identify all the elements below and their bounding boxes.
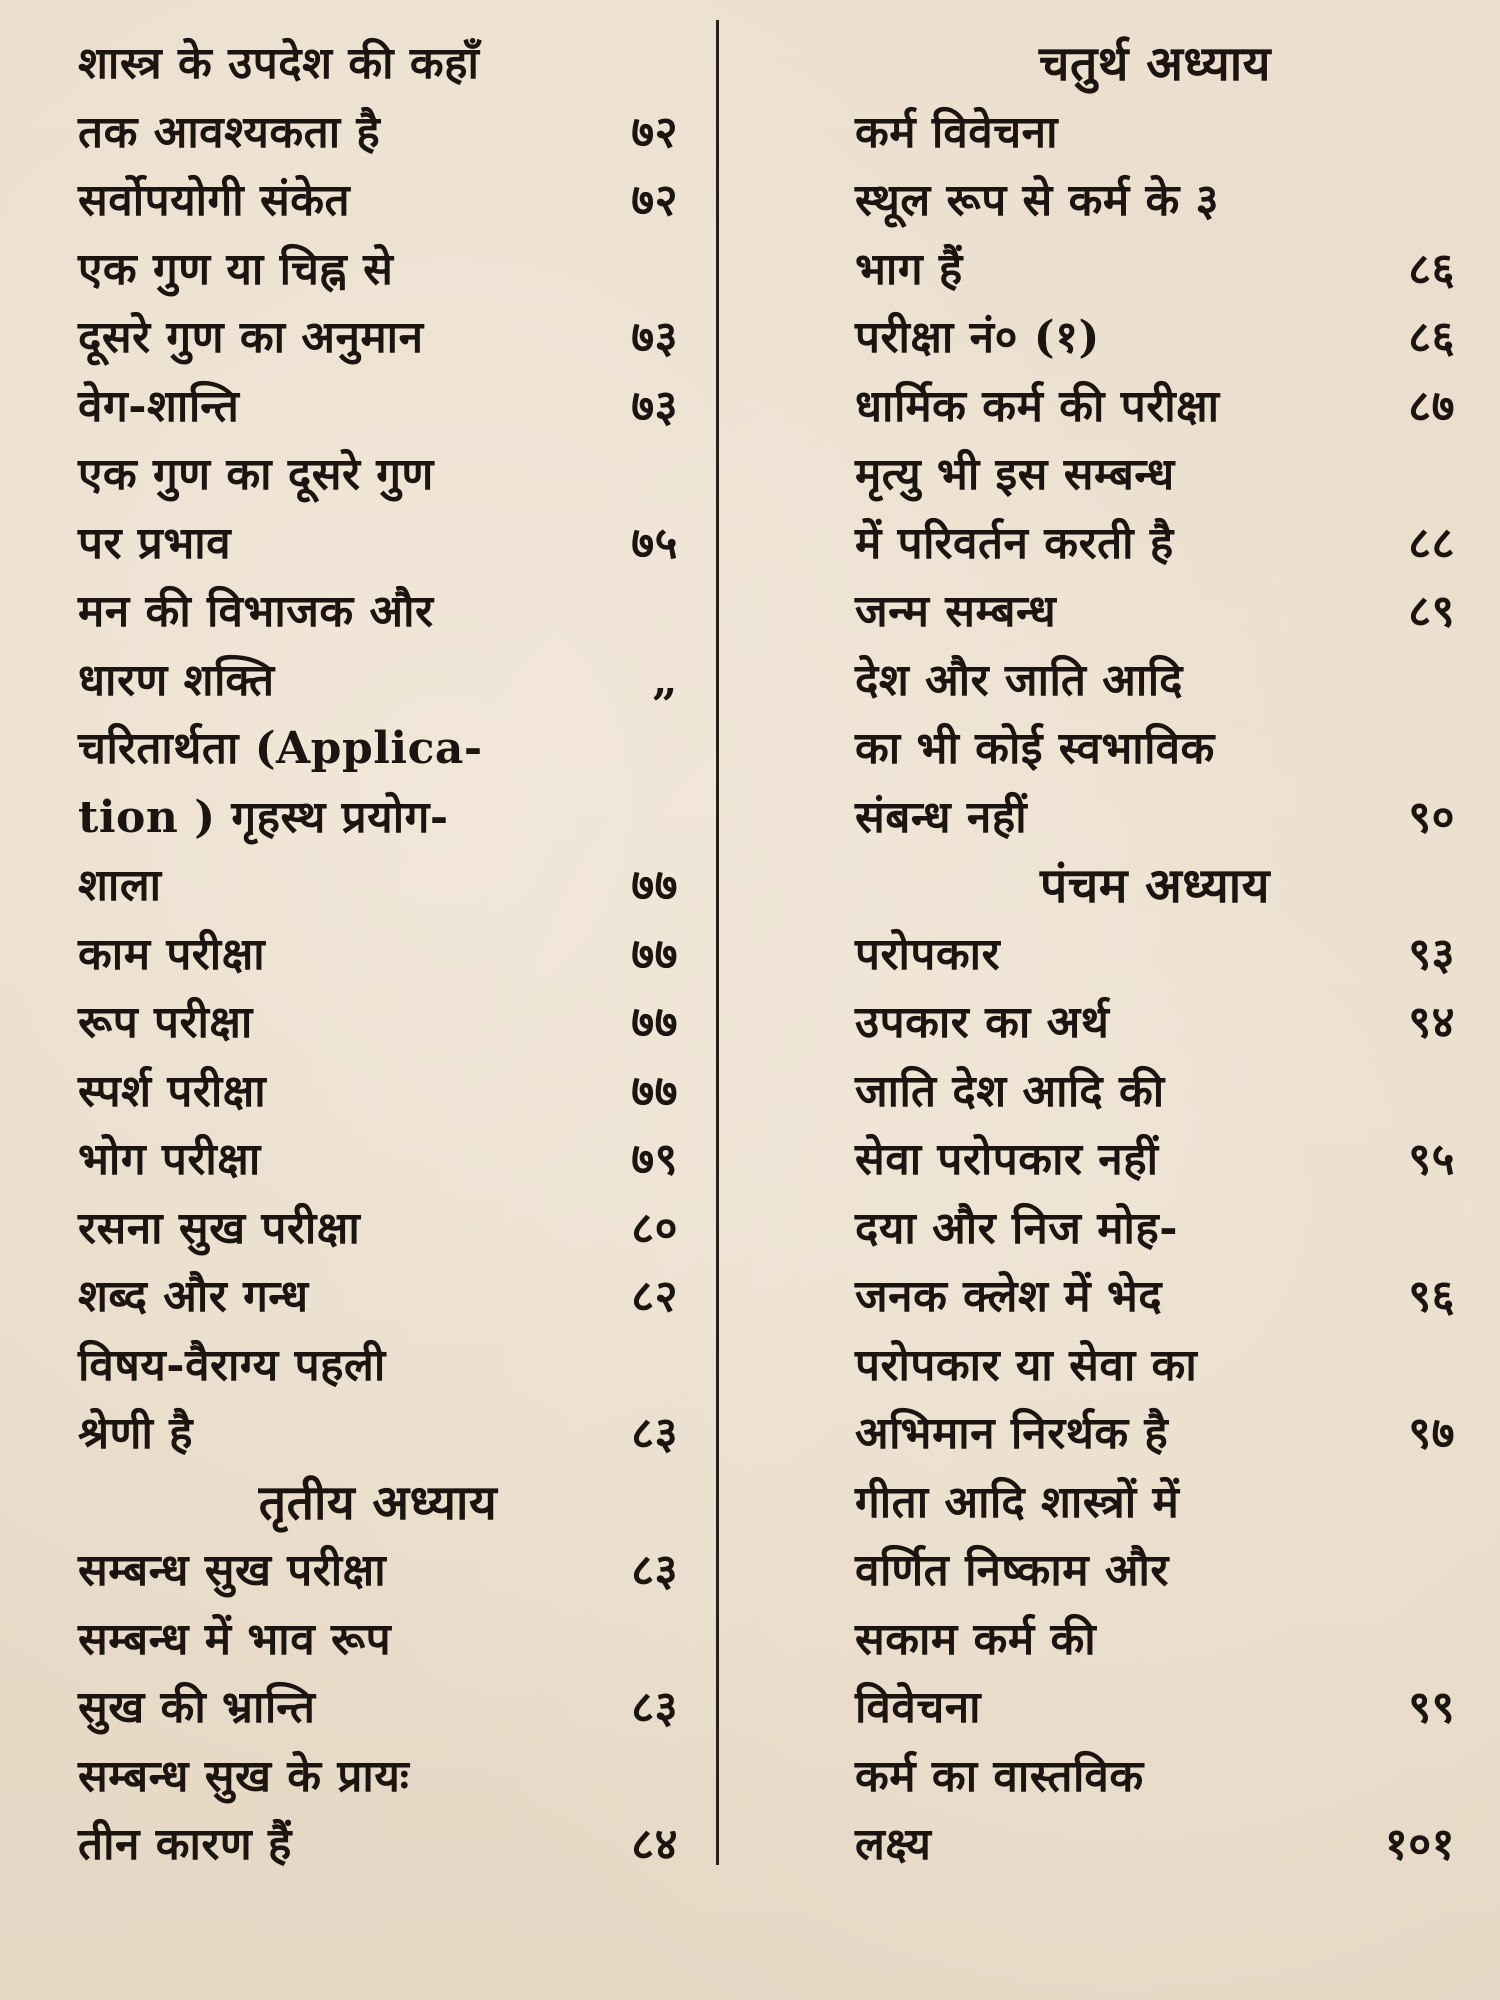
toc-entry-text: सम्बन्ध सुख के प्रायः — [78, 1750, 410, 1802]
toc-entry — [855, 1674, 1455, 1743]
toc-entry — [78, 715, 678, 784]
toc-entry-text: श्रेणी है — [78, 1408, 194, 1459]
toc-entry-text: रसना सुख परीक्षा — [78, 1202, 361, 1254]
toc-page-number: ७३ — [631, 312, 678, 363]
toc-entry-text: वेग-शान्ति — [78, 380, 240, 432]
toc-entry — [855, 1606, 1455, 1675]
toc-entry-text: कर्म विवेचना — [855, 106, 1059, 158]
toc-page-number: ७७ — [631, 997, 678, 1048]
chapter-heading — [855, 30, 1455, 99]
toc-entry-text: जनक क्लेश में भेद — [855, 1271, 1163, 1322]
toc-entry — [855, 1400, 1455, 1469]
toc-entry — [855, 1811, 1455, 1880]
toc-entry-text: दूसरे गुण का अनुमान — [78, 312, 424, 363]
toc-entry — [78, 647, 678, 716]
toc-page-number: ८३ — [631, 1545, 678, 1596]
toc-entry — [855, 1743, 1455, 1812]
toc-entry — [78, 1811, 678, 1880]
toc-entry-text: दया और निज मोह- — [855, 1202, 1179, 1254]
toc-entry-text: मृत्यु भी इस सम्बन्ध — [855, 449, 1175, 500]
toc-entry — [855, 784, 1455, 853]
toc-entry — [855, 167, 1455, 236]
toc-entry — [855, 1263, 1455, 1332]
toc-page-number: ९७ — [1408, 1408, 1455, 1459]
toc-entry-text: वर्णित निष्काम और — [855, 1545, 1169, 1596]
chapter-heading — [855, 852, 1455, 921]
chapter-heading-text: चतुर्थ अध्याय — [1038, 36, 1272, 92]
toc-entry — [855, 1537, 1455, 1606]
toc-entry-text: एक गुण का दूसरे गुण — [78, 449, 434, 500]
toc-entry — [78, 167, 678, 236]
toc-entry — [78, 236, 678, 305]
toc-page-number: ८६ — [1408, 243, 1455, 295]
toc-entry-text: गीता आदि शास्त्रों में — [855, 1476, 1180, 1528]
toc-entry — [78, 373, 678, 442]
toc-page-number: ९४ — [1408, 997, 1455, 1048]
toc-entry — [855, 1195, 1455, 1264]
toc-entry — [78, 1195, 678, 1264]
toc-entry — [78, 510, 678, 579]
toc-page-number: ८६ — [1408, 312, 1455, 363]
toc-page-number: ७७ — [631, 860, 678, 911]
toc-page-number: ८७ — [1408, 380, 1455, 432]
toc-entry — [78, 989, 678, 1058]
toc-entry-text: विषय-वैराग्य पहली — [78, 1339, 386, 1391]
toc-entry-text: सर्वोपयोगी संकेत — [78, 175, 351, 226]
toc-entry-text: संबन्ध नहीं — [855, 791, 1028, 843]
toc-page-number: ९९ — [1408, 1682, 1455, 1733]
toc-entry-text: धारण शक्ति — [78, 654, 275, 706]
toc-entry-text: सम्बन्ध में भाव रूप — [78, 1613, 392, 1665]
toc-entry — [855, 578, 1455, 647]
toc-entry — [78, 30, 678, 99]
toc-entry — [855, 99, 1455, 168]
toc-entry — [78, 1743, 678, 1812]
toc-entry-text: tion ) गृहस्थ प्रयोग- — [78, 791, 449, 843]
toc-page-number: ८४ — [631, 1819, 678, 1870]
toc-entry — [78, 304, 678, 373]
toc-entry-text: शब्द और गन्ध — [78, 1271, 309, 1322]
toc-page-number: ७९ — [631, 1134, 678, 1185]
chapter-heading — [78, 1469, 678, 1538]
toc-page-number: ८० — [631, 1202, 678, 1254]
toc-entry-text: परीक्षा नं० (१) — [855, 312, 1100, 363]
chapter-heading-text: पंचम अध्याय — [1040, 858, 1270, 914]
toc-entry — [855, 1058, 1455, 1127]
toc-entry — [78, 1058, 678, 1127]
toc-entry-text: सकाम कर्म की — [855, 1613, 1097, 1665]
toc-entry-text: मन की विभाजक और — [78, 586, 434, 637]
toc-entry — [855, 921, 1455, 990]
toc-entry — [855, 715, 1455, 784]
toc-left-column — [78, 30, 678, 1880]
toc-entry-text: कर्म का वास्तविक — [855, 1750, 1144, 1802]
toc-entry-text: सेवा परोपकार नहीं — [855, 1134, 1159, 1185]
toc-page-number: ७७ — [631, 1065, 678, 1117]
toc-entry-text: तीन कारण हैं — [78, 1819, 292, 1870]
toc-entry — [855, 510, 1455, 579]
toc-entry — [855, 989, 1455, 1058]
toc-entry-text: विवेचना — [855, 1682, 982, 1733]
toc-entry-text: भोग परीक्षा — [78, 1134, 261, 1185]
toc-page-number: १०१ — [1384, 1819, 1455, 1870]
toc-entry-text: का भी कोई स्वभाविक — [855, 723, 1215, 774]
toc-page-number: ८३ — [631, 1408, 678, 1459]
toc-entry-text: परोपकार या सेवा का — [855, 1339, 1198, 1391]
toc-entry — [78, 1674, 678, 1743]
toc-page-number: ७३ — [631, 380, 678, 432]
toc-page-number: ८९ — [1408, 586, 1455, 637]
toc-page-number: ९३ — [1408, 928, 1455, 980]
toc-page-number: ८२ — [631, 1271, 678, 1322]
toc-entry-text: देश और जाति आदि — [855, 654, 1183, 706]
toc-page-number: „ — [652, 654, 678, 706]
toc-entry-text: शाला — [78, 860, 162, 911]
toc-entry-text: जन्म सम्बन्ध — [855, 586, 1057, 637]
toc-page-number: ९६ — [1408, 1271, 1455, 1322]
toc-entry — [78, 1606, 678, 1675]
chapter-heading-text: तृतीय अध्याय — [258, 1474, 498, 1531]
column-divider — [716, 20, 719, 1865]
toc-entry — [855, 441, 1455, 510]
toc-entry — [855, 1126, 1455, 1195]
toc-entry-text: स्थूल रूप से कर्म के ३ — [855, 175, 1219, 226]
toc-entry-text: सुख की भ्रान्ति — [78, 1682, 316, 1733]
toc-entry — [78, 578, 678, 647]
toc-entry — [78, 1400, 678, 1469]
toc-entry — [78, 1126, 678, 1195]
toc-entry-text: में परिवर्तन करती है — [855, 517, 1174, 569]
toc-page-number: ७७ — [631, 928, 678, 980]
toc-entry-text: तक आवश्यकता है — [78, 106, 381, 158]
toc-entry — [855, 304, 1455, 373]
toc-entry — [78, 852, 678, 921]
toc-entry-text: जाति देश आदि की — [855, 1065, 1165, 1117]
toc-page-number: ८८ — [1408, 517, 1455, 569]
toc-entry-text: लक्ष्य — [855, 1819, 932, 1870]
toc-entry-text: धार्मिक कर्म की परीक्षा — [855, 380, 1220, 432]
toc-entry — [78, 1332, 678, 1401]
toc-entry-text: रूप परीक्षा — [78, 997, 253, 1048]
toc-entry — [78, 99, 678, 168]
toc-entry — [855, 647, 1455, 716]
toc-entry-text: सम्बन्ध सुख परीक्षा — [78, 1545, 387, 1596]
toc-entry — [78, 784, 678, 853]
toc-entry-text: पर प्रभाव — [78, 517, 232, 569]
toc-entry-text: काम परीक्षा — [78, 928, 266, 980]
toc-entry — [855, 236, 1455, 305]
toc-entry-text: परोपकार — [855, 928, 1001, 980]
toc-entry-text: उपकार का अर्थ — [855, 997, 1110, 1048]
toc-entry-text: अभिमान निरर्थक है — [855, 1408, 1169, 1459]
toc-page-number: ९० — [1408, 791, 1455, 843]
toc-right-column — [855, 30, 1455, 1880]
toc-page-number: ७५ — [631, 517, 678, 569]
toc-entry — [855, 373, 1455, 442]
toc-entry — [78, 1263, 678, 1332]
toc-entry — [855, 1332, 1455, 1401]
toc-page-number: ७२ — [631, 106, 678, 158]
toc-entry — [78, 1537, 678, 1606]
toc-entry — [78, 921, 678, 990]
toc-entry-text: स्पर्श परीक्षा — [78, 1065, 267, 1117]
toc-page-number: ७२ — [631, 175, 678, 226]
toc-entry-text: शास्त्र के उपदेश की कहाँ — [78, 38, 480, 89]
toc-entry — [78, 441, 678, 510]
toc-entry-text: चरितार्थता (Applica- — [78, 723, 483, 774]
toc-entry — [855, 1469, 1455, 1538]
toc-entry-text: भाग हैं — [855, 243, 963, 295]
toc-page-number: ८३ — [631, 1682, 678, 1733]
toc-page-number: ९५ — [1408, 1134, 1455, 1185]
toc-entry-text: एक गुण या चिह्न से — [78, 243, 394, 295]
